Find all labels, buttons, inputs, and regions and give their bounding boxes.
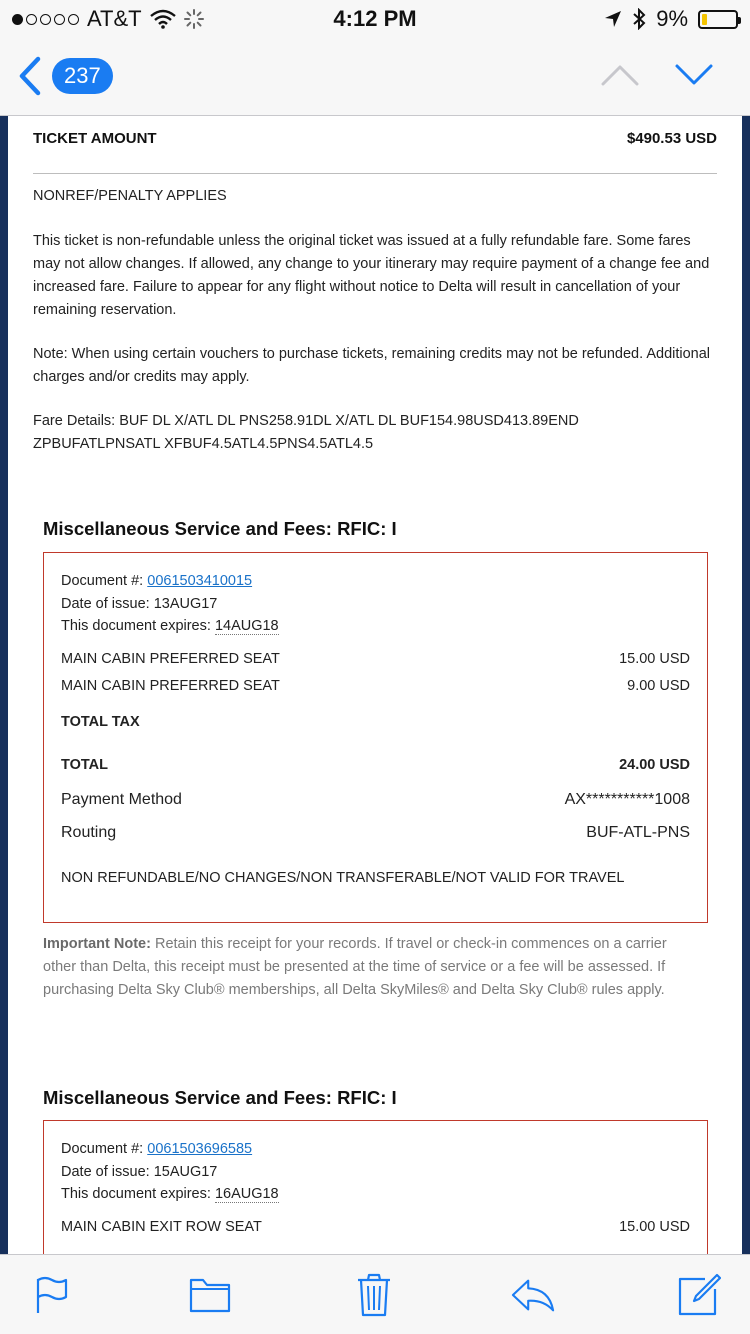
wifi-icon xyxy=(150,9,176,29)
ticket-amount-label: TICKET AMOUNT xyxy=(33,130,157,147)
fee-row xyxy=(61,1219,690,1235)
total-row xyxy=(61,757,690,773)
email-background-left xyxy=(0,116,8,1254)
compose-button[interactable] xyxy=(677,1273,721,1317)
fee-amount: 15.00 USD xyxy=(619,1218,690,1235)
document-number-label: Document #: xyxy=(61,1141,148,1157)
issue-date-line xyxy=(61,1161,690,1184)
battery-icon xyxy=(698,10,738,29)
fee-row xyxy=(61,651,690,667)
ticket-amount-value: $490.53 USD xyxy=(626,130,717,147)
chevron-up-icon xyxy=(600,60,640,90)
activity-spinner-icon xyxy=(184,9,204,29)
unread-count-badge: 237 xyxy=(52,58,113,94)
fare-details-line-2: ZPBUFATLPNSATL XFBUF4.5ATL4.5PNS4.5ATL4.5 xyxy=(33,436,374,452)
penalty-text: NONREF/PENALTY APPLIES xyxy=(33,188,227,204)
payment-method-value: AX***********1008 xyxy=(564,790,690,808)
fare-details xyxy=(33,410,712,456)
document-number-link[interactable]: 0061503410015 xyxy=(147,573,253,589)
fee-amount: 9.00 USD xyxy=(627,677,690,694)
bottom-toolbar xyxy=(0,1254,750,1334)
reply-button[interactable] xyxy=(511,1273,555,1317)
next-message-button[interactable] xyxy=(674,60,714,95)
issue-date-label: Date of issue: xyxy=(61,595,154,612)
expiry-date-label: This document expires: xyxy=(61,1186,215,1202)
location-arrow-icon xyxy=(604,10,622,28)
issue-date-value: 13AUG17 xyxy=(153,595,218,612)
expiry-date-line xyxy=(61,1183,690,1206)
folder-icon xyxy=(189,1277,231,1313)
status-bar xyxy=(0,0,750,40)
ticket-amount-row xyxy=(33,130,717,147)
reply-icon xyxy=(511,1277,555,1313)
payment-method-row xyxy=(61,791,690,809)
carrier-name: AT&T xyxy=(87,6,142,31)
document-number-label: Document #: xyxy=(61,573,148,589)
bluetooth-icon xyxy=(632,8,646,30)
compose-icon xyxy=(677,1273,721,1317)
issue-date-value: 15AUG17 xyxy=(153,1163,218,1180)
divider xyxy=(33,173,717,174)
email-background-right xyxy=(742,116,750,1254)
previous-message-button[interactable] xyxy=(600,60,640,95)
back-button[interactable] xyxy=(18,56,113,96)
restriction-label: NON REFUNDABLE/NO CHANGES/NON TRANSFERABLE/NOT VALID FOR TRAVEL xyxy=(61,869,625,886)
total-label: TOTAL xyxy=(61,756,108,773)
refund-policy-text: This ticket is non-refundable unless the original ticket was issued at a fully refundable fare. Some fares may not allow changes. If allowed, any change to your itinerary may require payment of a change fee and increased fare. Failure to appear for any flight without notice to Delta will result in cancellation of your remaining reservation. xyxy=(33,233,710,318)
signal-dots-icon xyxy=(12,14,79,25)
expiry-date-value[interactable]: 14AUG18 xyxy=(214,618,279,634)
routing-row xyxy=(61,824,690,842)
chevron-down-icon xyxy=(674,60,714,90)
issue-date-line xyxy=(61,593,690,616)
fee-row xyxy=(61,678,690,694)
expiry-date-line xyxy=(61,615,690,638)
total-tax-row xyxy=(61,714,690,730)
back-chevron-icon xyxy=(18,56,42,96)
expiry-date-value[interactable]: 16AUG18 xyxy=(214,1186,279,1202)
issue-date-label: Date of issue: xyxy=(61,1163,154,1180)
restriction-text xyxy=(61,870,690,886)
misc-section-title-2: Miscellaneous Service and Fees: RFIC: I xyxy=(43,1087,397,1108)
total-tax-label: TOTAL TAX xyxy=(61,713,140,730)
fare-details-line-1: Fare Details: BUF DL X/ATL DL PNS258.91DL X/ATL DL BUF154.98USD413.89END xyxy=(33,413,579,429)
important-note-label: Important Note: xyxy=(43,936,151,952)
expiry-date-label: This document expires: xyxy=(61,618,215,634)
fee-name: MAIN CABIN PREFERRED SEAT xyxy=(61,677,280,694)
trash-icon xyxy=(356,1273,392,1317)
fee-name: MAIN CABIN EXIT ROW SEAT xyxy=(61,1218,262,1235)
payment-method-label: Payment Method xyxy=(61,790,182,808)
important-note-text: Retain this receipt for your records. If travel or check-in commences on a carrier other than Delta, this receipt must be presented at the time of service or a fee will be assessed. If purchasing Delta Sky Club® memberships, all Delta SkyMiles® and Delta Sky Club® rules apply. xyxy=(43,936,667,998)
fee-amount: 15.00 USD xyxy=(619,650,690,667)
misc-document-box xyxy=(43,552,708,923)
nav-bar xyxy=(0,40,750,116)
routing-label: Routing xyxy=(61,823,117,841)
document-number-line xyxy=(61,1138,690,1161)
flag-icon xyxy=(33,1275,69,1315)
delete-button[interactable] xyxy=(352,1273,396,1317)
clock: 4:12 PM xyxy=(333,6,417,31)
document-number-link[interactable]: 0061503696585 xyxy=(147,1141,253,1157)
battery-percent: 9% xyxy=(656,6,688,31)
email-body[interactable] xyxy=(8,116,742,1254)
move-to-folder-button[interactable] xyxy=(188,1273,232,1317)
routing-value: BUF-ATL-PNS xyxy=(586,823,690,841)
voucher-note-text: Note: When using certain vouchers to purchase tickets, remaining credits may not be refunded. Additional charges and/or credits may apply. xyxy=(33,346,711,385)
flag-button[interactable] xyxy=(29,1273,73,1317)
important-note xyxy=(43,933,702,1002)
fee-name: MAIN CABIN PREFERRED SEAT xyxy=(61,650,280,667)
total-value: 24.00 USD xyxy=(619,756,690,773)
document-number-line xyxy=(61,570,690,593)
misc-section-title: Miscellaneous Service and Fees: RFIC: I xyxy=(43,518,397,539)
misc-document-box-2 xyxy=(43,1120,708,1254)
